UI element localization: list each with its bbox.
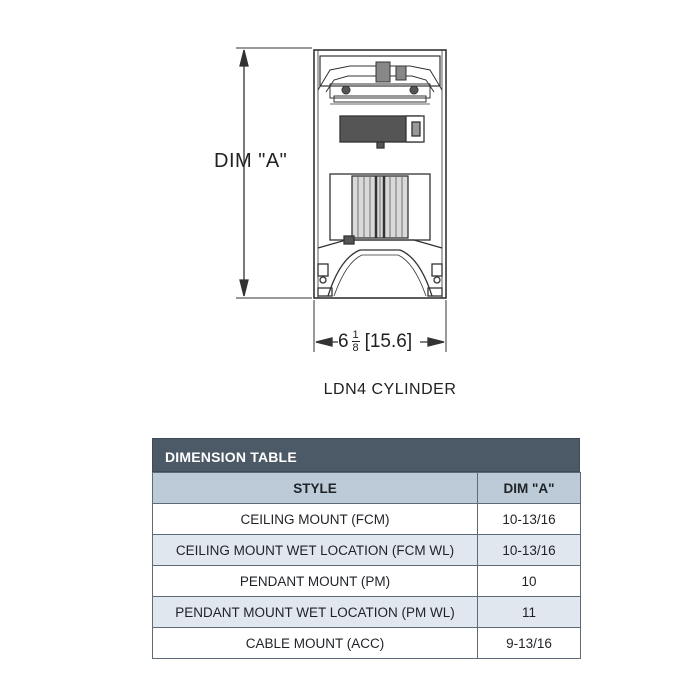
cell-dim: 10-13/16 <box>478 504 581 535</box>
cell-dim: 9-13/16 <box>478 628 581 659</box>
dimension-table <box>152 438 580 659</box>
width-arrow-left <box>316 338 332 346</box>
width-metric: [15.6] <box>364 330 413 352</box>
dim-a-arrow-top <box>240 50 248 66</box>
cell-style: CEILING MOUNT WET LOCATION (FCM WL) <box>153 535 478 566</box>
cell-dim: 10 <box>478 566 581 597</box>
mounting-bracket <box>318 56 442 104</box>
heat-sink <box>330 174 430 240</box>
width-whole: 6 <box>338 330 349 352</box>
header-style: STYLE <box>153 473 478 504</box>
table-row <box>153 597 581 628</box>
table-title: DIMENSION TABLE <box>152 438 580 472</box>
table-row <box>153 535 581 566</box>
cell-style: PENDANT MOUNT (PM) <box>153 566 478 597</box>
width-dimension-label <box>338 330 412 353</box>
width-fraction-denominator: 8 <box>352 342 359 354</box>
header-dim-a: DIM "A" <box>478 473 581 504</box>
cell-style: CABLE MOUNT (ACC) <box>153 628 478 659</box>
dim-a-arrow-bottom <box>240 280 248 296</box>
table-header-row <box>153 473 581 504</box>
cell-style: CEILING MOUNT (FCM) <box>153 504 478 535</box>
table-row <box>153 566 581 597</box>
width-fraction <box>352 330 360 353</box>
dimension-table-grid <box>152 472 581 659</box>
driver-box <box>340 116 424 148</box>
cell-style: PENDANT MOUNT WET LOCATION (PM WL) <box>153 597 478 628</box>
drawing-caption: LDN4 CYLINDER <box>323 381 457 398</box>
cell-dim: 11 <box>478 597 581 628</box>
width-arrow-right <box>428 338 444 346</box>
cell-dim: 10-13/16 <box>478 535 581 566</box>
width-fraction-numerator: 1 <box>352 329 359 341</box>
table-row <box>153 504 581 535</box>
reflector-trim <box>318 236 442 296</box>
table-row <box>153 628 581 659</box>
dim-a-label: DIM "A" <box>214 150 288 172</box>
